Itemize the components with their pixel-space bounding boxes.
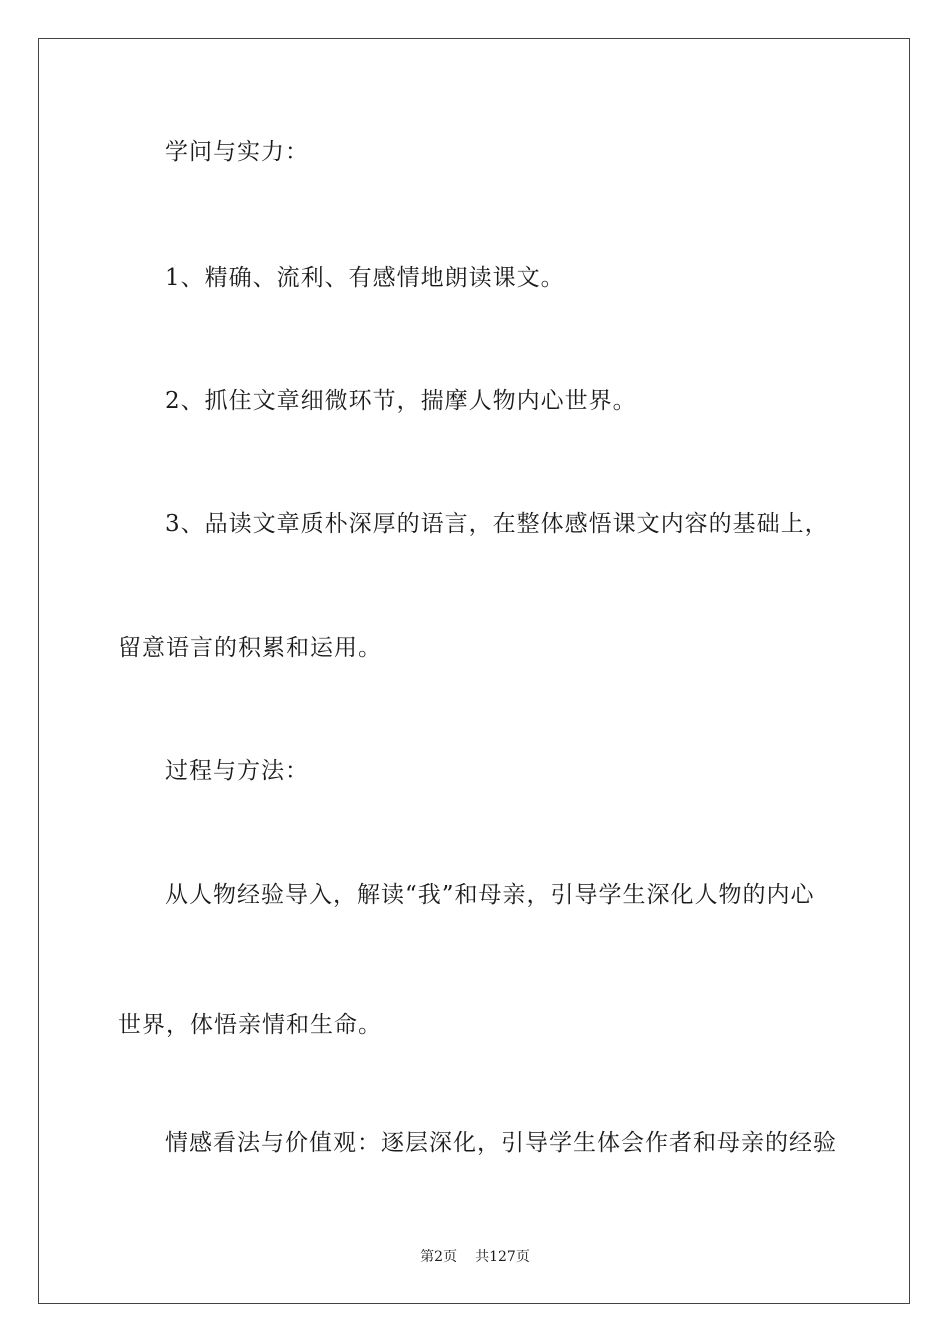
paragraph-line: 2、抓住文章细微环节，揣摩人物内心世界。 [165,388,637,414]
page-number: 第2页 [420,1249,458,1265]
section-heading-knowledge: 学问与实力： [165,139,309,165]
section-heading-process: 过程与方法： [165,758,309,784]
paragraph-line: 情感看法与价值观：逐层深化，引导学生体会作者和母亲的经验 [165,1130,837,1156]
paragraph-line: 世界，体悟亲情和生命。 [118,1012,382,1038]
paragraph-line: 从人物经验导入，解读“我”和母亲，引导学生深化人物的内心 [165,882,815,908]
page-border [38,38,910,1304]
paragraph-line: 留意语言的积累和运用。 [118,635,382,661]
paragraph-line: 3、品读文章质朴深厚的语言，在整体感悟课文内容的基础上， [165,511,829,537]
page-total: 共127页 [475,1249,530,1265]
paragraph-line: 1、精确、流利、有感情地朗读课文。 [165,265,565,291]
page-footer [0,1246,950,1266]
